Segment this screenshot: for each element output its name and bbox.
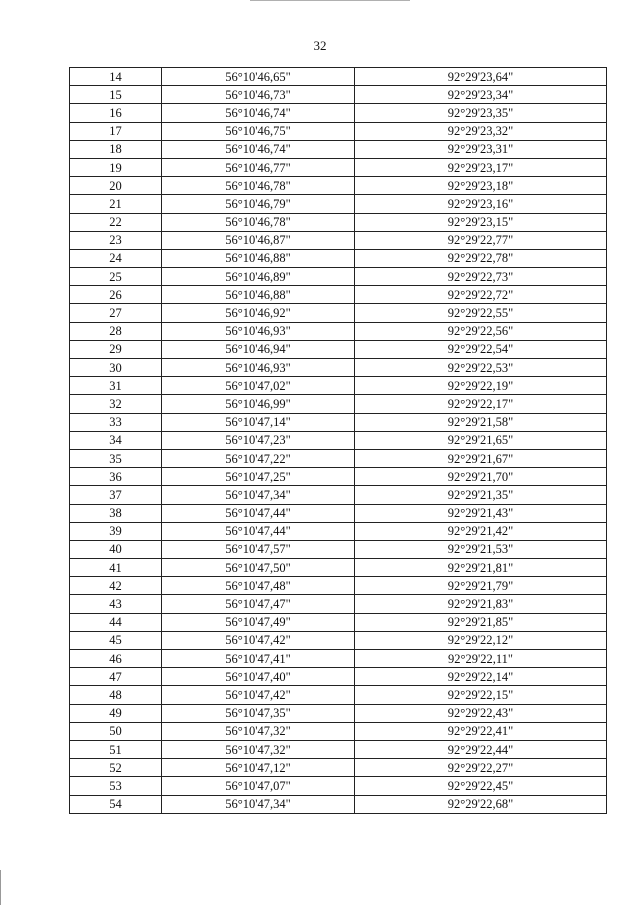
table-row: [70, 468, 607, 486]
point-number-cell: 38: [70, 504, 162, 522]
latitude-cell: 56°10'47,32": [162, 722, 355, 740]
latitude-cell: 56°10'46,77": [162, 158, 355, 176]
table-row: [70, 304, 607, 322]
point-number-cell: 25: [70, 268, 162, 286]
longitude-cell: 92°29'22,72": [355, 286, 607, 304]
latitude-cell: 56°10'46,93": [162, 359, 355, 377]
table-row: [70, 650, 607, 668]
point-number-cell: 37: [70, 486, 162, 504]
latitude-cell: 56°10'46,74": [162, 104, 355, 122]
latitude-cell: 56°10'46,92": [162, 304, 355, 322]
point-number-cell: 27: [70, 304, 162, 322]
longitude-cell: 92°29'22,41": [355, 722, 607, 740]
longitude-cell: 92°29'21,58": [355, 413, 607, 431]
latitude-cell: 56°10'47,47": [162, 595, 355, 613]
longitude-cell: 92°29'23,31": [355, 140, 607, 158]
table-row: [70, 740, 607, 758]
longitude-cell: 92°29'23,35": [355, 104, 607, 122]
latitude-cell: 56°10'46,87": [162, 231, 355, 249]
latitude-cell: 56°10'46,88": [162, 249, 355, 267]
table-row: [70, 68, 607, 86]
latitude-cell: 56°10'46,74": [162, 140, 355, 158]
longitude-cell: 92°29'23,16": [355, 195, 607, 213]
longitude-cell: 92°29'22,27": [355, 759, 607, 777]
latitude-cell: 56°10'47,23": [162, 431, 355, 449]
point-number-cell: 33: [70, 413, 162, 431]
point-number-cell: 43: [70, 595, 162, 613]
longitude-cell: 92°29'22,53": [355, 359, 607, 377]
longitude-cell: 92°29'22,43": [355, 704, 607, 722]
coordinates-table: [69, 67, 607, 814]
latitude-cell: 56°10'46,88": [162, 286, 355, 304]
latitude-cell: 56°10'47,48": [162, 577, 355, 595]
point-number-cell: 50: [70, 722, 162, 740]
point-number-cell: 26: [70, 286, 162, 304]
latitude-cell: 56°10'47,02": [162, 377, 355, 395]
point-number-cell: 32: [70, 395, 162, 413]
coordinates-table-body: [70, 68, 607, 814]
longitude-cell: 92°29'22,78": [355, 249, 607, 267]
table-row: [70, 540, 607, 558]
point-number-cell: 42: [70, 577, 162, 595]
table-row: [70, 359, 607, 377]
longitude-cell: 92°29'22,54": [355, 340, 607, 358]
longitude-cell: 92°29'23,15": [355, 213, 607, 231]
point-number-cell: 15: [70, 86, 162, 104]
point-number-cell: 45: [70, 631, 162, 649]
longitude-cell: 92°29'23,17": [355, 158, 607, 176]
table-row: [70, 777, 607, 795]
latitude-cell: 56°10'46,94": [162, 340, 355, 358]
point-number-cell: 17: [70, 122, 162, 140]
table-row: [70, 195, 607, 213]
point-number-cell: 48: [70, 686, 162, 704]
table-row: [70, 577, 607, 595]
table-row: [70, 613, 607, 631]
longitude-cell: 92°29'21,85": [355, 613, 607, 631]
table-row: [70, 86, 607, 104]
latitude-cell: 56°10'46,73": [162, 86, 355, 104]
longitude-cell: 92°29'21,53": [355, 540, 607, 558]
longitude-cell: 92°29'22,12": [355, 631, 607, 649]
latitude-cell: 56°10'47,07": [162, 777, 355, 795]
latitude-cell: 56°10'47,57": [162, 540, 355, 558]
point-number-cell: 28: [70, 322, 162, 340]
table-row: [70, 122, 607, 140]
longitude-cell: 92°29'21,65": [355, 431, 607, 449]
scan-edge-top: [250, 0, 410, 1]
longitude-cell: 92°29'22,68": [355, 795, 607, 813]
latitude-cell: 56°10'46,75": [162, 122, 355, 140]
table-row: [70, 104, 607, 122]
latitude-cell: 56°10'47,40": [162, 668, 355, 686]
point-number-cell: 44: [70, 613, 162, 631]
longitude-cell: 92°29'22,55": [355, 304, 607, 322]
table-row: [70, 231, 607, 249]
longitude-cell: 92°29'22,15": [355, 686, 607, 704]
point-number-cell: 19: [70, 158, 162, 176]
latitude-cell: 56°10'47,12": [162, 759, 355, 777]
latitude-cell: 56°10'47,34": [162, 486, 355, 504]
point-number-cell: 20: [70, 177, 162, 195]
table-row: [70, 377, 607, 395]
point-number-cell: 39: [70, 522, 162, 540]
point-number-cell: 41: [70, 559, 162, 577]
latitude-cell: 56°10'46,93": [162, 322, 355, 340]
point-number-cell: 52: [70, 759, 162, 777]
table-row: [70, 158, 607, 176]
point-number-cell: 46: [70, 650, 162, 668]
scan-edge-left: [0, 870, 1, 905]
longitude-cell: 92°29'21,67": [355, 449, 607, 467]
longitude-cell: 92°29'21,83": [355, 595, 607, 613]
latitude-cell: 56°10'47,42": [162, 631, 355, 649]
longitude-cell: 92°29'22,11": [355, 650, 607, 668]
point-number-cell: 40: [70, 540, 162, 558]
table-row: [70, 395, 607, 413]
latitude-cell: 56°10'47,44": [162, 522, 355, 540]
table-row: [70, 249, 607, 267]
longitude-cell: 92°29'21,79": [355, 577, 607, 595]
longitude-cell: 92°29'22,17": [355, 395, 607, 413]
point-number-cell: 22: [70, 213, 162, 231]
latitude-cell: 56°10'46,78": [162, 177, 355, 195]
longitude-cell: 92°29'21,42": [355, 522, 607, 540]
table-row: [70, 722, 607, 740]
point-number-cell: 47: [70, 668, 162, 686]
latitude-cell: 56°10'47,35": [162, 704, 355, 722]
latitude-cell: 56°10'47,32": [162, 740, 355, 758]
longitude-cell: 92°29'22,44": [355, 740, 607, 758]
table-row: [70, 340, 607, 358]
table-row: [70, 413, 607, 431]
table-row: [70, 686, 607, 704]
page-number: 32: [313, 38, 327, 53]
latitude-cell: 56°10'46,99": [162, 395, 355, 413]
table-row: [70, 213, 607, 231]
point-number-cell: 35: [70, 449, 162, 467]
point-number-cell: 49: [70, 704, 162, 722]
table-row: [70, 668, 607, 686]
latitude-cell: 56°10'46,89": [162, 268, 355, 286]
latitude-cell: 56°10'47,44": [162, 504, 355, 522]
point-number-cell: 21: [70, 195, 162, 213]
point-number-cell: 23: [70, 231, 162, 249]
table-row: [70, 759, 607, 777]
latitude-cell: 56°10'47,41": [162, 650, 355, 668]
point-number-cell: 24: [70, 249, 162, 267]
point-number-cell: 30: [70, 359, 162, 377]
latitude-cell: 56°10'46,78": [162, 213, 355, 231]
point-number-cell: 53: [70, 777, 162, 795]
table-row: [70, 431, 607, 449]
latitude-cell: 56°10'46,79": [162, 195, 355, 213]
point-number-cell: 29: [70, 340, 162, 358]
longitude-cell: 92°29'22,45": [355, 777, 607, 795]
latitude-cell: 56°10'47,25": [162, 468, 355, 486]
longitude-cell: 92°29'23,64": [355, 68, 607, 86]
longitude-cell: 92°29'23,34": [355, 86, 607, 104]
table-row: [70, 595, 607, 613]
table-row: [70, 631, 607, 649]
point-number-cell: 14: [70, 68, 162, 86]
longitude-cell: 92°29'22,73": [355, 268, 607, 286]
table-row: [70, 486, 607, 504]
table-row: [70, 559, 607, 577]
table-row: [70, 322, 607, 340]
latitude-cell: 56°10'46,65": [162, 68, 355, 86]
table-row: [70, 522, 607, 540]
table-row: [70, 704, 607, 722]
table-row: [70, 268, 607, 286]
point-number-cell: 34: [70, 431, 162, 449]
longitude-cell: 92°29'23,18": [355, 177, 607, 195]
longitude-cell: 92°29'21,35": [355, 486, 607, 504]
latitude-cell: 56°10'47,49": [162, 613, 355, 631]
point-number-cell: 51: [70, 740, 162, 758]
latitude-cell: 56°10'47,34": [162, 795, 355, 813]
latitude-cell: 56°10'47,42": [162, 686, 355, 704]
table-row: [70, 140, 607, 158]
longitude-cell: 92°29'21,70": [355, 468, 607, 486]
table-row: [70, 177, 607, 195]
longitude-cell: 92°29'22,14": [355, 668, 607, 686]
point-number-cell: 31: [70, 377, 162, 395]
point-number-cell: 36: [70, 468, 162, 486]
longitude-cell: 92°29'22,19": [355, 377, 607, 395]
point-number-cell: 16: [70, 104, 162, 122]
point-number-cell: 54: [70, 795, 162, 813]
table-row: [70, 504, 607, 522]
point-number-cell: 18: [70, 140, 162, 158]
table-row: [70, 449, 607, 467]
latitude-cell: 56°10'47,50": [162, 559, 355, 577]
longitude-cell: 92°29'21,81": [355, 559, 607, 577]
latitude-cell: 56°10'47,22": [162, 449, 355, 467]
longitude-cell: 92°29'22,77": [355, 231, 607, 249]
longitude-cell: 92°29'22,56": [355, 322, 607, 340]
longitude-cell: 92°29'23,32": [355, 122, 607, 140]
table-row: [70, 286, 607, 304]
table-row: [70, 795, 607, 813]
latitude-cell: 56°10'47,14": [162, 413, 355, 431]
longitude-cell: 92°29'21,43": [355, 504, 607, 522]
